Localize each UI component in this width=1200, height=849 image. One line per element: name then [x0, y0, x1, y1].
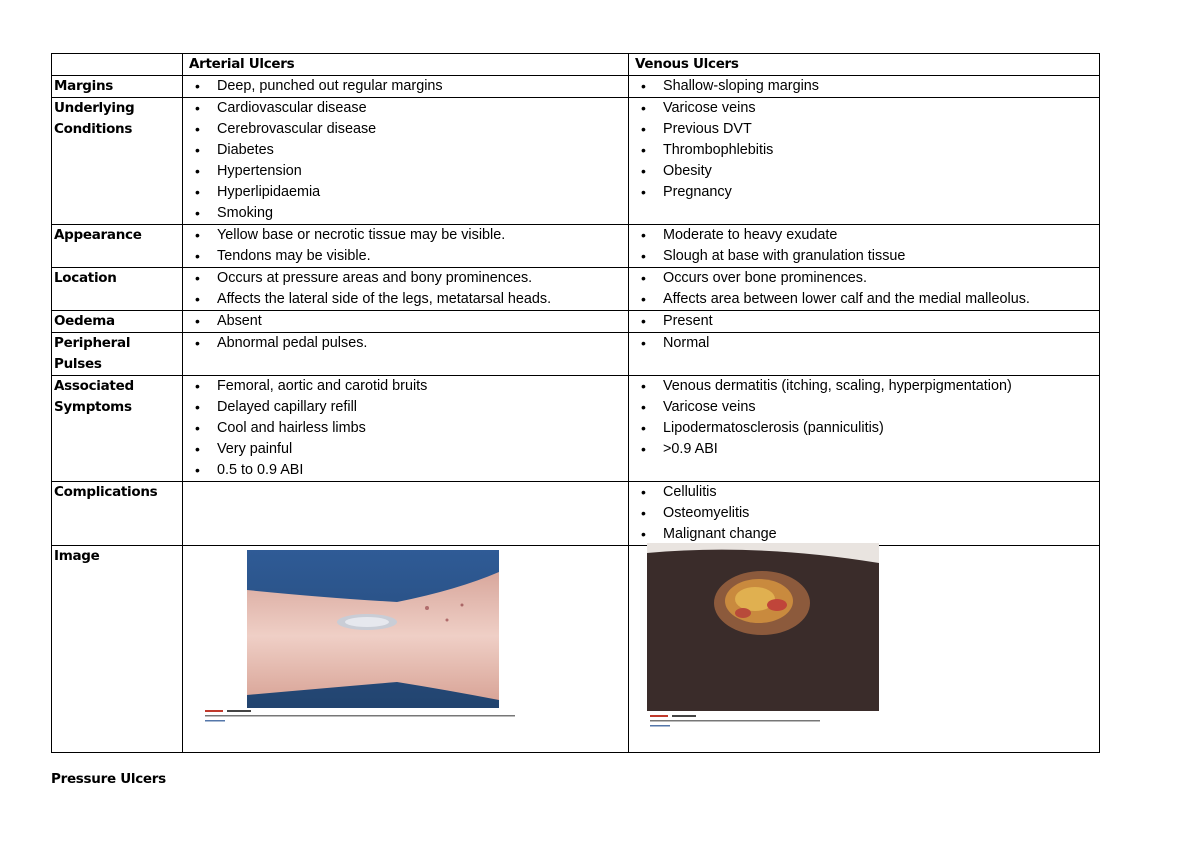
list-item: • Diabetes	[189, 140, 628, 161]
list-item: • Cellulitis	[635, 482, 1099, 503]
row-label: Complications	[52, 482, 183, 546]
list-item: • Occurs at pressure areas and bony prominences.	[189, 268, 628, 289]
list-item: • Malignant change	[635, 524, 1099, 545]
arterial-cell	[183, 376, 629, 482]
table-row	[52, 311, 1100, 333]
list-item: • Absent	[189, 311, 628, 332]
table-row	[52, 333, 1100, 376]
row-label: Appearance	[52, 225, 183, 268]
list-item: • Venous dermatitis (itching, scaling, hyperpigmentation)	[635, 376, 1099, 397]
venous-list	[635, 311, 1099, 332]
venous-ulcer-photo	[647, 543, 879, 711]
venous-list	[635, 333, 1099, 354]
list-item: • Very painful	[189, 439, 628, 460]
venous-photo-caption	[650, 713, 830, 736]
venous-cell	[629, 482, 1100, 546]
list-item: • Deep, punched out regular margins	[189, 76, 628, 97]
arterial-list	[189, 268, 628, 310]
arterial-list	[189, 376, 628, 481]
arterial-cell	[183, 482, 629, 546]
table-row	[52, 225, 1100, 268]
arterial-list	[189, 225, 628, 267]
row-label: Peripheral Pulses	[52, 333, 183, 376]
venous-cell	[629, 268, 1100, 311]
venous-cell	[629, 225, 1100, 268]
list-item: • Varicose veins	[635, 397, 1099, 418]
venous-cell	[629, 76, 1100, 98]
list-item: • Previous DVT	[635, 119, 1099, 140]
list-item: • Tendons may be visible.	[189, 246, 628, 267]
list-item: • Cool and hairless limbs	[189, 418, 628, 439]
row-label: Associated Symptoms	[52, 376, 183, 482]
list-item: • Abnormal pedal pulses.	[189, 333, 628, 354]
table-row	[52, 482, 1100, 546]
arterial-cell	[183, 311, 629, 333]
list-item: • Shallow-sloping margins	[635, 76, 1099, 97]
arterial-list	[189, 98, 628, 224]
list-item: • Pregnancy	[635, 182, 1099, 203]
list-item: • Smoking	[189, 203, 628, 224]
list-item: • Osteomyelitis	[635, 503, 1099, 524]
list-item: • Cerebrovascular disease	[189, 119, 628, 140]
list-item: • Obesity	[635, 161, 1099, 182]
list-item: • Thrombophlebitis	[635, 140, 1099, 161]
list-item: • Affects the lateral side of the legs, metatarsal heads.	[189, 289, 628, 310]
arterial-cell	[183, 98, 629, 225]
list-item: • Affects area between lower calf and the medial malleolus.	[635, 289, 1099, 310]
ulcer-comparison-table	[51, 53, 1100, 753]
table-row	[52, 76, 1100, 98]
list-item: • Normal	[635, 333, 1099, 354]
header-venous: Venous Ulcers	[629, 54, 1100, 76]
arterial-list	[189, 333, 628, 354]
list-item: • Delayed capillary refill	[189, 397, 628, 418]
list-item: • Present	[635, 311, 1099, 332]
header-arterial: Arterial Ulcers	[183, 54, 629, 76]
list-item: • >0.9 ABI	[635, 439, 1099, 460]
list-item: • 0.5 to 0.9 ABI	[189, 460, 628, 481]
list-item: • Yellow base or necrotic tissue may be visible.	[189, 225, 628, 246]
venous-list	[635, 376, 1099, 460]
row-label: Underlying Conditions	[52, 98, 183, 225]
arterial-cell	[183, 225, 629, 268]
arterial-ulcer-photo	[247, 550, 499, 708]
venous-cell	[629, 333, 1100, 376]
venous-list	[635, 225, 1099, 267]
arterial-list	[189, 76, 628, 97]
list-item: • Lipodermatosclerosis (panniculitis)	[635, 418, 1099, 439]
list-item: • Moderate to heavy exudate	[635, 225, 1099, 246]
list-item: • Hypertension	[189, 161, 628, 182]
venous-list	[635, 482, 1099, 545]
table-row	[52, 376, 1100, 482]
list-item: • Hyperlipidaemia	[189, 182, 628, 203]
arterial-cell	[183, 268, 629, 311]
table-row	[52, 98, 1100, 225]
list-item: • Femoral, aortic and carotid bruits	[189, 376, 628, 397]
section-title: Pressure Ulcers	[51, 771, 166, 787]
arterial-list	[189, 311, 628, 332]
list-item: • Varicose veins	[635, 98, 1099, 119]
venous-list	[635, 98, 1099, 203]
arterial-cell	[183, 333, 629, 376]
arterial-cell	[183, 76, 629, 98]
venous-cell	[629, 98, 1100, 225]
table-body	[52, 76, 1100, 753]
venous-cell	[629, 376, 1100, 482]
row-label: Oedema	[52, 311, 183, 333]
row-label: Location	[52, 268, 183, 311]
venous-cell	[629, 311, 1100, 333]
venous-list	[635, 268, 1099, 310]
header-row	[52, 54, 1100, 76]
arterial-photo-caption	[205, 708, 525, 731]
row-label: Image	[52, 546, 183, 753]
list-item: • Occurs over bone prominences.	[635, 268, 1099, 289]
list-item: • Cardiovascular disease	[189, 98, 628, 119]
venous-list	[635, 76, 1099, 97]
row-label: Margins	[52, 76, 183, 98]
list-item: • Slough at base with granulation tissue	[635, 246, 1099, 267]
table-row	[52, 268, 1100, 311]
header-blank	[52, 54, 183, 76]
